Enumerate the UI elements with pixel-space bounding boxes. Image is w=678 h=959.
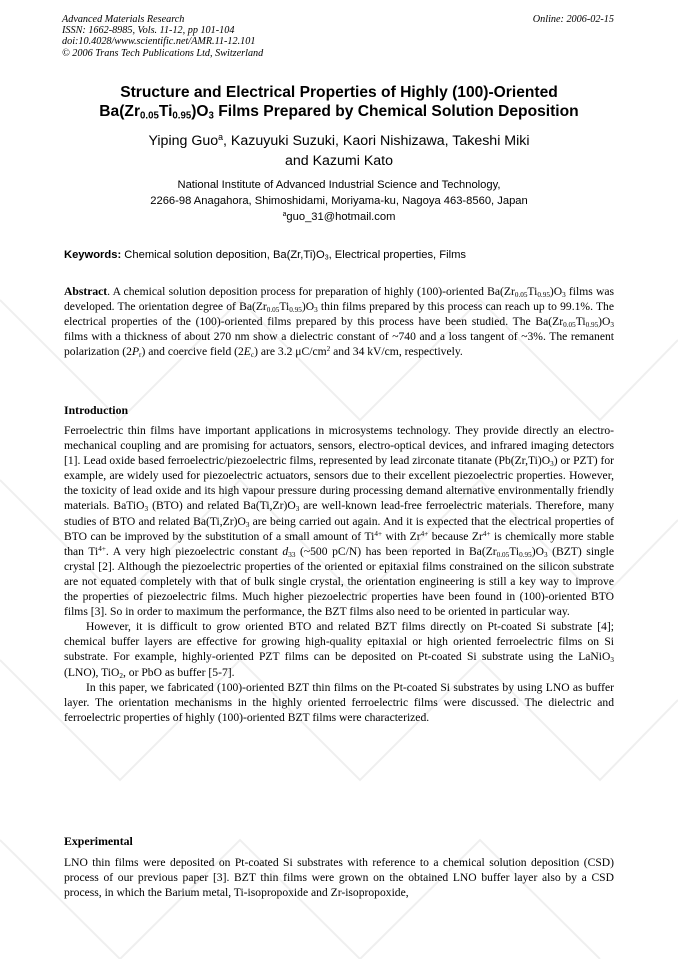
- issn-line: ISSN: 1662-8985, Vols. 11-12, pp 101-104: [62, 25, 235, 37]
- intro-paragraph-2: However, it is difficult to grow oriented BTO and related BZT films directly on Pt-coated Si substrate [4]; chemical buffer layers are effective for growing high-quality epitaxial or high oriented ferroelectric films on Si substrate. For example, highly-oriented PZT films can be deposited on Pt-coated Si substrate using the LaNiO$_3$ (LNO), TiO$_2$, or PbO as buffer [5-7].: [64, 620, 614, 680]
- introduction-heading: Introduction: [64, 403, 129, 417]
- title-line-1: Structure and Electrical Properties of Highly (100)-Oriented: [120, 84, 558, 101]
- keywords: Keywords: Chemical solution deposition, $Ba(Zr,Ti)O_3$, Electrical properties, Films: [64, 249, 466, 262]
- paper-title: [50, 84, 628, 121]
- author-list: [50, 131, 628, 171]
- experimental-body: [64, 855, 614, 900]
- journal-header: [62, 14, 263, 59]
- online-date: Online: 2006-02-15: [532, 14, 614, 25]
- abstract: Abstract. A chemical solution deposition process for preparation of highly (100)-oriented $Ba(Zr_{0.05}Ti_{0.95})O_3$ films was developed. The orientation degree of $Ba(Zr_{0.05}Ti_{0.95})O_3$ thin films prepared by this process can reach up to 99.1%. The electrical properties of the (100)-oriented films prepared by this process have been studied. The $Ba(Zr_{0.05}Ti_{0.95})O_3$ films with a thickness of about 270 nm show a dielectric constant of ~740 and a loss tangent of ~3%. The remanent polarization $(2P_r)$ and coercive field $(2E_c)$ are 3.2 $\mu C/cm^2$ and 34 kV/cm, respectively.: [64, 285, 614, 360]
- copyright-line: © 2006 Trans Tech Publications Ltd, Switzerland: [62, 47, 264, 59]
- experimental-paragraph-1: LNO thin films were deposited on Pt-coated Si substrates with reference to a chemical solution deposition (CSD) process of our previous paper [3]. BZT thin films were grown on the obtained LNO buffer layer also by a CSD process, in which the Barium metal, Ti-isopropoxide and Zr-isopropoxide,: [64, 856, 614, 900]
- affiliation: National Institute of Advanced Industrial Science and Technology, 2266-98 Anagahora, Shimoshidami, Moriyama-ku, Nagoya 463-8560, Japan: [150, 179, 528, 207]
- keywords-label: Keywords:: [64, 249, 122, 261]
- authors-line-2: and Kazumi Kato: [284, 153, 394, 169]
- intro-paragraph-3: In this paper, we fabricated (100)-oriented BZT thin films on the Pt-coated Si substrates by using LNO as buffer layer. The orientation mechanisms in the highly oriented ferroelectric films were discussed. The dielectric and ferroelectric properties of highly (100)-oriented BZT films were characterized.: [64, 680, 614, 724]
- introduction-body: [64, 423, 614, 725]
- abstract-label: Abstract: [64, 285, 108, 298]
- intro-paragraph-1: Ferroelectric thin films have important applications in microsystems technology. They provide directly an electro-mechanical coupling and are promising for actuators, sensors, electro-optical devices, and infrared imaging detectors [1]. Lead oxide based ferroelectric/piezoelectric films, represented by lead zirconate titanate $(Pb(Zr,Ti)O_3)$ or PZT) for example, are widely used for piezoelectric actuators, sensors due to their excellent piezoelectric properties. However, the toxicity of lead oxide and its high vapour pressure during processing demand alternative environmentally friendly materials. BaTiO$_3$ (BTO) and related $Ba(Ti,Zr)O_3$ are well-known lead-free ferroelectric materials. Therefore, many studies of BTO and related $Ba(Ti,Zr)O_3$ are being carried out again. And it is expected that the electrical properties of BTO can be improved by the substitution of a small amount of $Ti^{4+}$ with $Zr^{4+}$ because $Zr^{4+}$ is chemically more stable than $Ti^{4+}$. A very high piezoelectric constant $d_{33}$ (~500 pC/N) has been reported in $Ba(Zr_{0.05}Ti_{0.95})O_3$ (BZT) single crystal [2]. Although the piezoelectric properties of the oriented or epitaxial films constrained on the silicon substrate are not equated completely with that of bulk single crystal, the orientation engineering is still a key way to improve the properties of piezoelectric films. Much higher piezoelectric properties have been found in (100)-oriented BTO films [3]. So in order to maximum the performance, the BZT films also need to be oriented in particular way.: [64, 424, 615, 619]
- authors-line-1: Yiping Guo$^a$, Kazuyuki Suzuki, Kaori Nishizawa, Takeshi Miki: [148, 132, 530, 149]
- doi-line: doi:10.4028/www.scientific.net/AMR.11-12.101: [62, 36, 256, 48]
- journal-name: Advanced Materials Research: [62, 14, 185, 25]
- title-line-2: $Ba(Zr_{0.05}Ti_{0.95})O_3$ Films Prepared by Chemical Solution Deposition: [99, 102, 579, 121]
- experimental-heading: Experimental: [64, 834, 133, 848]
- contact-email[interactable]: $^a$guo_31@hotmail.com: [282, 211, 396, 223]
